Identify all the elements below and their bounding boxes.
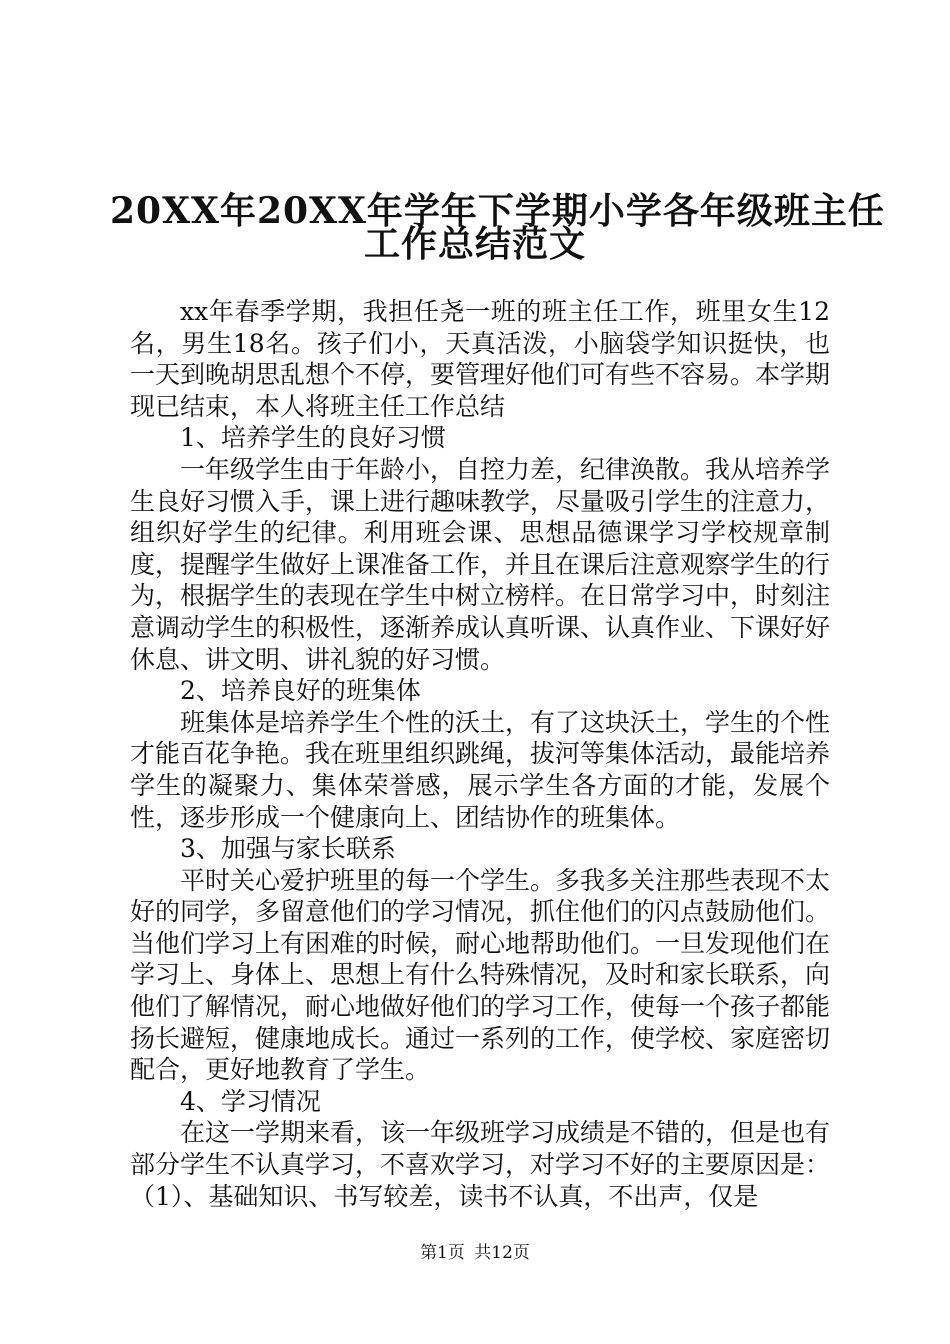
- document-title-line-2: 工作总结范文: [363, 223, 586, 265]
- page-total: 共12页: [474, 1243, 530, 1263]
- section-paragraph-3: 平时关心爱护班里的每一个学生。多我多关注那些表现不太好的同学，多留意他们的学习情况，抓住他们的闪点鼓励他们。当他们学习上有困难的时候，耐心地帮助他们。一旦发现他们在学习上、身体上、思想上有什么特殊情况，及时和家长联系，向他们了解情况，耐心地做好他们的学习工作，使每一个孩子都能扬长避短，健康地成长。通过一系列的工作，使学校、家庭密切配合，更好地教育了学生。: [130, 865, 831, 1085]
- page-footer: [0, 1242, 950, 1264]
- intro-paragraph: xx年春季学期，我担任尧一班的班主任工作，班里女生12名，男生18名。孩子们小，天真活泼，小脑袋学知识挺快，也一天到晚胡思乱想个不停，要管理好他们可有些不容易。本学期现已结束，本人将班主任工作总结: [130, 297, 831, 421]
- section-paragraph-1: 一年级学生由于年龄小，自控力差，纪律涣散。我从培养学生良好习惯入手，课上进行趣味教学，尽量吸引学生的注意力，组织好学生的纪律。利用班会课、思想品德课学习学校规章制度，提醒学生做好上课准备工作，并且在课后注意观察学生的行为，根据学生的表现在学生中树立榜样。在日常学习中，时刻注意调动学生的积极性，逐渐养成认真听课、认真作业、下课好好休息、讲文明、讲礼貌的好习惯。: [130, 454, 831, 674]
- section-heading-4: 4、学习情况: [180, 1086, 321, 1116]
- section-paragraph-4: 在这一学期来看，该一年级班学习成绩是不错的，但是也有部分学生不认真学习，不喜欢学习，对学习不好的主要原因是：（1）、基础知识、书写较差，读书不认真，不出声，仅是: [130, 1118, 831, 1211]
- page-number: 第1页: [420, 1243, 465, 1263]
- section-heading-2: 2、培养良好的班集体: [180, 676, 421, 706]
- document-title-line-1: 20XX年20XX年学年下学期小学各年级班主任: [110, 190, 885, 232]
- section-paragraph-2: 班集体是培养学生个性的沃土，有了这块沃土，学生的个性才能百花争艳。我在班里组织跳绳，拔河等集体活动，最能培养学生的凝聚力、集体荣誉感，展示学生各方面的才能，发展个性，逐步形成一个健康向上、团结协作的班集体。: [130, 707, 831, 832]
- section-heading-1: 1、培养学生的良好习惯: [180, 423, 446, 453]
- section-heading-3: 3、加强与家长联系: [180, 834, 396, 864]
- document-body: [130, 296, 830, 1212]
